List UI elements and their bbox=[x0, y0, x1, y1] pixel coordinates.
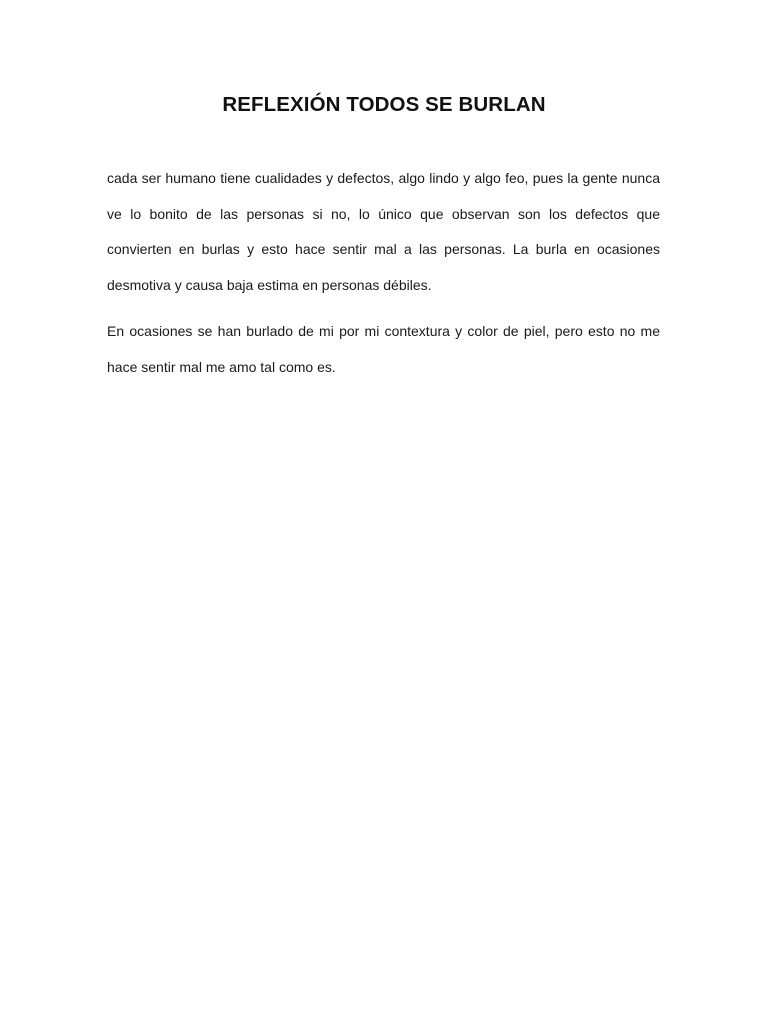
paragraph-2: En ocasiones se han burlado de mi por mi contextura y color de piel, pero esto no me hace sentir mal me amo tal como es. bbox=[107, 323, 660, 375]
paragraph-1: cada ser humano tiene cualidades y defectos, algo lindo y algo feo, pues la gente nunca ve lo bonito de las personas si no, lo único que observan son los defectos que convierten en burlas y esto hace sentir mal a las personas. La burla en ocasiones desmotiva y causa baja estima en personas débiles. bbox=[107, 170, 660, 294]
document-title: REFLEXIÓN TODOS SE BURLAN bbox=[222, 93, 546, 116]
